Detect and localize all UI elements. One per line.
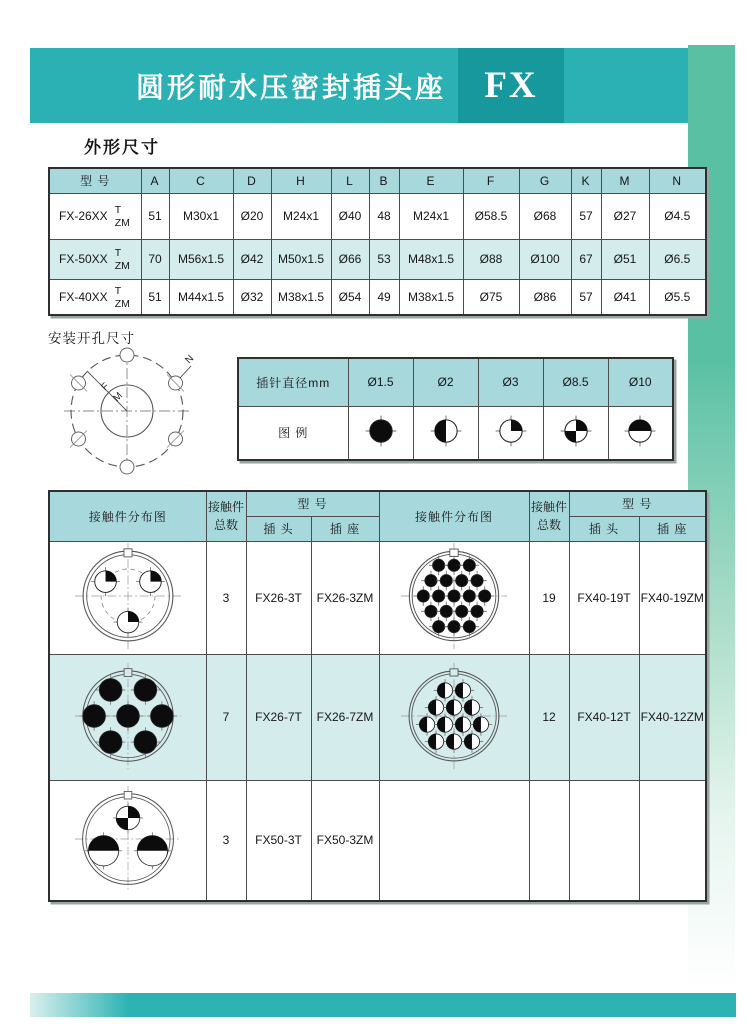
pin-full-icon [130, 675, 160, 705]
dim-value-cell: 57 [571, 279, 601, 315]
model-cell [49, 239, 141, 279]
dim-column-header: M [601, 168, 649, 193]
socket-model: FX50-3ZM [311, 780, 379, 901]
dim-value-cell: Ø20 [233, 193, 271, 239]
dim-table-row [49, 279, 706, 315]
pin-full-icon [467, 602, 487, 622]
pin-diameter-label: 插针直径mm [238, 358, 348, 406]
pin-half-left-icon [461, 696, 483, 718]
pin-half-left-icon [470, 713, 492, 735]
connector-diagram [66, 543, 190, 649]
pin-half-top-icon [85, 832, 122, 869]
dim-value-cell: 49 [369, 279, 399, 315]
dim-value-cell: Ø51 [601, 239, 649, 279]
header-banner [30, 48, 688, 123]
dim-column-header: H [271, 168, 331, 193]
legend-label: 图 例 [238, 406, 348, 460]
section-title-mounting: 安装开孔尺寸 [48, 331, 135, 346]
pin-legend-table [237, 357, 674, 461]
contact-table-row [49, 780, 706, 901]
pin-diameter-value: Ø3 [478, 358, 543, 406]
model-name: FX-26XX [59, 209, 108, 223]
contact-layout-table [48, 490, 707, 902]
dim-value-cell: Ø41 [601, 279, 649, 315]
pin-quad-tr-icon [136, 567, 165, 596]
socket-header: 插 座 [639, 516, 706, 541]
dim-column-header: D [233, 168, 271, 193]
bottom-gradient-band [30, 993, 736, 1017]
contact-count: 7 [206, 654, 246, 780]
model-cell [49, 193, 141, 239]
pin-full-icon [460, 556, 480, 576]
dim-value-cell: Ø40 [331, 193, 369, 239]
model-header: 型 号 [569, 491, 706, 516]
pin-full-icon [96, 727, 126, 757]
dim-value-cell: M48x1.5 [399, 239, 463, 279]
dim-value-cell: M38x1.5 [399, 279, 463, 315]
dim-value-cell: Ø27 [601, 193, 649, 239]
connector-diagram [64, 663, 192, 769]
contact-count: 19 [529, 541, 569, 654]
contact-count: 3 [206, 780, 246, 901]
pin-legend-wrap [237, 357, 674, 461]
socket-model: FX26-7ZM [311, 654, 379, 780]
dim-table-header-row [49, 168, 706, 193]
layout-header: 接触件分布图 [379, 491, 529, 541]
connector-diagram [392, 663, 516, 769]
pin-half-top-icon [623, 414, 657, 448]
model-variants [115, 283, 130, 310]
contact-header-row-1 [49, 491, 706, 516]
mount-label-n: N [183, 353, 197, 367]
pin-half-left-icon [429, 414, 463, 448]
socket-model: FX40-12ZM [639, 654, 706, 780]
pin-diameter-value: Ø8.5 [543, 358, 608, 406]
contact-table-row [49, 654, 706, 780]
model-variants [115, 245, 130, 272]
dim-value-cell: M24x1 [399, 193, 463, 239]
pin-full-icon [130, 727, 160, 757]
model-name: FX-40XX [59, 289, 108, 304]
model-variants [115, 202, 130, 229]
dim-value-cell: Ø100 [519, 239, 571, 279]
pin-diameter-value: Ø2 [413, 358, 478, 406]
dim-value-cell: M44x1.5 [169, 279, 233, 315]
contact-table-row [49, 541, 706, 654]
dim-value-cell: Ø68 [519, 193, 571, 239]
pin-checker-icon [113, 803, 143, 833]
pin-quad-tr-icon [113, 608, 142, 637]
model-variant: ZM [114, 297, 130, 310]
pin-full-icon [364, 414, 398, 448]
empty-cell [529, 780, 569, 901]
dim-value-cell: Ø32 [233, 279, 271, 315]
plug-model: FX40-12T [569, 654, 639, 780]
dim-column-header: G [519, 168, 571, 193]
pin-half-top-icon [625, 416, 656, 447]
page-title: 圆形耐水压密封插头座 [136, 71, 447, 103]
pin-diameter-value: Ø10 [608, 358, 673, 406]
legend-glyph-cell [413, 406, 478, 460]
model-variant: T [114, 247, 122, 260]
dim-value-cell: M30x1 [169, 193, 233, 239]
plug-header: 插 头 [246, 516, 311, 541]
connector-diagram [62, 786, 194, 892]
dim-column-header: 型 号 [49, 168, 141, 193]
mount-label-m: M [111, 390, 126, 405]
connector-diagram [394, 543, 514, 649]
plug-header: 插 头 [569, 516, 639, 541]
pin-checker-icon [559, 414, 593, 448]
model-name: FX-50XX [59, 252, 108, 266]
dim-column-header: A [141, 168, 169, 193]
dim-value-cell: 51 [141, 193, 169, 239]
pin-diameter-value: Ø1.5 [348, 358, 413, 406]
contact-count-header: 接触件 总数 [529, 491, 569, 541]
dim-value-cell: 67 [571, 239, 601, 279]
mounting-hole-diagram [52, 347, 202, 475]
plug-model: FX50-3T [246, 780, 311, 901]
mount-label-f: F [99, 381, 112, 394]
pin-checker-icon [560, 416, 591, 447]
model-variant: ZM [114, 217, 130, 229]
dim-value-cell: 57 [571, 193, 601, 239]
legend-glyph-cell [608, 406, 673, 460]
model-variant: T [114, 285, 122, 298]
dim-value-cell: M50x1.5 [271, 239, 331, 279]
plug-model: FX26-7T [246, 654, 311, 780]
model-variant: T [114, 204, 122, 217]
dim-value-cell: Ø88 [463, 239, 519, 279]
contact-count: 3 [206, 541, 246, 654]
pin-half-left-icon [430, 416, 461, 447]
dim-value-cell: Ø75 [463, 279, 519, 315]
pin-quadrant-icon [495, 416, 526, 447]
dim-value-cell: 51 [141, 279, 169, 315]
contact-diagram-cell [49, 654, 206, 780]
dim-column-header: E [399, 168, 463, 193]
empty-cell [639, 780, 706, 901]
dim-value-cell: M38x1.5 [271, 279, 331, 315]
section-title-outline: 外形尺寸 [84, 138, 160, 157]
model-cell [49, 279, 141, 315]
dim-column-header: C [169, 168, 233, 193]
pin-quadrant-icon [494, 414, 528, 448]
pin-full-icon [113, 701, 143, 731]
contact-count-header: 接触件 总数 [206, 491, 246, 541]
dim-value-cell: M56x1.5 [169, 239, 233, 279]
socket-header: 插 座 [311, 516, 379, 541]
socket-model: FX26-3ZM [311, 541, 379, 654]
dim-value-cell: 53 [369, 239, 399, 279]
pin-half-left-icon [452, 679, 474, 701]
plug-model: FX26-3T [246, 541, 311, 654]
socket-model: FX40-19ZM [639, 541, 706, 654]
dim-table-row [49, 193, 706, 239]
dim-value-cell: Ø42 [233, 239, 271, 279]
pin-full-icon [365, 416, 396, 447]
dim-column-header: N [649, 168, 706, 193]
pin-full-icon [460, 617, 480, 637]
dim-value-cell: M24x1 [271, 193, 331, 239]
legend-glyph-cell [478, 406, 543, 460]
legend-header-row [238, 358, 673, 406]
dim-value-cell: Ø4.5 [649, 193, 706, 239]
empty-cell [379, 780, 529, 901]
dim-value-cell: Ø54 [331, 279, 369, 315]
dim-value-cell: Ø58.5 [463, 193, 519, 239]
pin-full-icon [475, 586, 495, 606]
legend-glyph-cell [348, 406, 413, 460]
legend-glyph-cell [543, 406, 608, 460]
dimension-table-wrap [48, 167, 707, 316]
dimension-table [48, 167, 707, 316]
layout-header: 接触件分布图 [49, 491, 206, 541]
dim-value-cell: Ø86 [519, 279, 571, 315]
dim-column-header: B [369, 168, 399, 193]
dim-table-row [49, 239, 706, 279]
dim-column-header: K [571, 168, 601, 193]
product-code-badge: FX [458, 48, 564, 123]
pin-full-icon [96, 675, 126, 705]
contact-diagram-cell [49, 780, 206, 901]
pin-half-top-icon [134, 832, 171, 869]
contact-count: 12 [529, 654, 569, 780]
empty-cell [569, 780, 639, 901]
plug-model: FX40-19T [569, 541, 639, 654]
dim-value-cell: Ø66 [331, 239, 369, 279]
dim-value-cell: 48 [369, 193, 399, 239]
contact-diagram-cell [49, 541, 206, 654]
legend-glyph-row [238, 406, 673, 460]
dim-column-header: F [463, 168, 519, 193]
pin-quad-tr-icon [91, 567, 120, 596]
contact-diagram-cell [379, 541, 529, 654]
dim-value-cell: Ø5.5 [649, 279, 706, 315]
contact-diagram-cell [379, 654, 529, 780]
pin-full-icon [467, 571, 487, 591]
model-header: 型 号 [246, 491, 379, 516]
model-variant: ZM [114, 260, 130, 272]
contact-table-wrap [48, 490, 707, 902]
dim-value-cell: 70 [141, 239, 169, 279]
dim-value-cell: Ø6.5 [649, 239, 706, 279]
dim-column-header: L [331, 168, 369, 193]
